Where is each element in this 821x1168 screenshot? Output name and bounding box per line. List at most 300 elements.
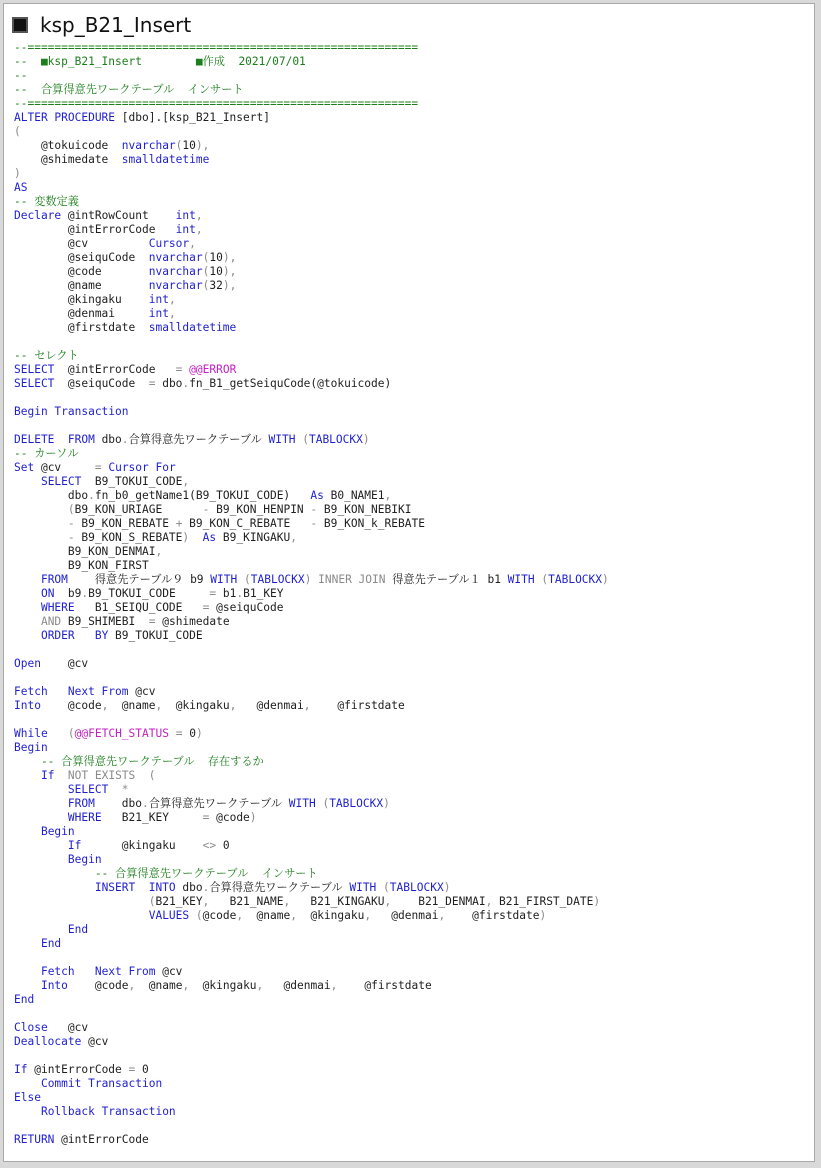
code-token: ) (539, 909, 547, 922)
code-token: ( (67, 727, 75, 740)
code-token: B9_KON_REBATE (74, 517, 176, 530)
code-token: AND (40, 615, 62, 628)
code-line (14, 601, 810, 615)
code-token: . (236, 587, 244, 600)
code-token: 0 (135, 1063, 149, 1076)
code-token: , (182, 475, 190, 488)
code-token: = (128, 1063, 136, 1076)
code-token: ) (304, 573, 312, 586)
code-token: Set (14, 461, 35, 474)
code-token: @intErrorCode (14, 223, 176, 236)
code-token (14, 909, 149, 922)
code-token: , (364, 909, 372, 922)
code-token: Deallocate (14, 1035, 82, 1048)
code-line (14, 979, 810, 993)
code-line (14, 335, 810, 349)
code-line (14, 853, 810, 867)
code-token: B0_NAME1 (323, 489, 385, 502)
code-token: , (128, 979, 136, 992)
code-token: VALUES (148, 909, 190, 922)
code-token (14, 517, 68, 530)
code-token: 0 (182, 727, 196, 740)
code-token: * (121, 783, 129, 796)
code-token (14, 979, 41, 992)
code-token: @code (14, 265, 149, 278)
code-token (14, 881, 95, 894)
code-line (14, 559, 810, 573)
code-token: As (310, 489, 324, 502)
code-token: @shimedate (14, 153, 122, 166)
code-token: @intRowCount (61, 209, 176, 222)
code-token: smalldatetime (121, 153, 210, 166)
code-token: WITH (210, 573, 238, 586)
code-token: = (202, 811, 210, 824)
code-token: Begin (14, 741, 48, 754)
code-token: --========================================================== (14, 97, 419, 110)
code-token (14, 601, 41, 614)
code-token: , (384, 895, 392, 908)
code-line (14, 587, 810, 601)
code-line (14, 727, 810, 741)
code-token: -- ■ksp_B21_Insert ■作成 2021/07/01 (14, 55, 306, 68)
code-token: -- 合算得意先ワークテーブル インサート (14, 83, 244, 96)
code-token: @name (135, 979, 183, 992)
code-token: ), (195, 139, 210, 152)
code-token (14, 1105, 41, 1118)
code-token: ) (593, 895, 601, 908)
code-token (14, 923, 68, 936)
code-token: b9 (54, 587, 82, 600)
code-token: ) (249, 811, 257, 824)
code-token: , (303, 699, 311, 712)
code-token: ) (182, 531, 190, 544)
code-line (14, 881, 810, 895)
code-token: = (175, 727, 183, 740)
code-token: + (175, 517, 183, 530)
code-token: [dbo].[ksp_B21_Insert] (115, 111, 270, 124)
code-token: ), (222, 279, 237, 292)
code-line (14, 251, 810, 265)
code-token: ( (302, 433, 309, 446)
code-token (14, 503, 68, 516)
code-token: @@FETCH_STATUS (74, 727, 169, 740)
code-line (14, 321, 810, 335)
code-token: Cursor For (108, 461, 176, 474)
code-token: @firstdate (14, 321, 149, 334)
code-token: Commit Transaction (40, 1077, 163, 1090)
code-token: B9_KON_S_REBATE (74, 531, 183, 544)
code-token: -- カーソル (14, 447, 79, 460)
code-token: ORDER BY (40, 629, 109, 642)
code-token: fn_b0_getName1(B9_TOKUI_CODE) (94, 489, 311, 502)
code-token: Begin Transaction (14, 405, 129, 418)
code-token: TABLOCKX (308, 433, 363, 446)
code-token: @code (67, 979, 129, 992)
code-token: @intErrorCode (54, 1133, 149, 1146)
code-token: @tokuicode (14, 139, 122, 152)
code-token: If (67, 839, 82, 852)
code-token: Close (14, 1021, 48, 1034)
code-token: ) (362, 433, 370, 446)
code-token: B1_SEIQU_CODE (74, 601, 203, 614)
code-token: - (310, 517, 318, 530)
code-token: @denmai (263, 979, 331, 992)
square-icon (12, 17, 28, 33)
code-line (14, 223, 810, 237)
code-token: 32 (209, 279, 223, 292)
code-token: If (14, 1063, 28, 1076)
code-token: ALTER PROCEDURE (14, 111, 116, 124)
code-token: Cursor (148, 237, 190, 250)
code-token: @intErrorCode (54, 363, 176, 376)
code-line (14, 629, 810, 643)
code-token: @cv (128, 685, 156, 698)
code-line (14, 825, 810, 839)
code-token: nvarchar (121, 139, 176, 152)
code-token: , (384, 489, 392, 502)
code-line (14, 503, 810, 517)
code-line (14, 769, 810, 783)
code-token: Into (40, 979, 68, 992)
code-token: As (202, 531, 217, 544)
code-line (14, 433, 810, 447)
code-token (14, 769, 41, 782)
code-token: 合算得意先ワークテーブル (128, 433, 269, 446)
code-token: , (256, 979, 264, 992)
code-token: , (168, 307, 176, 320)
code-token: = (94, 461, 102, 474)
code-token: End (40, 937, 62, 950)
code-line (14, 83, 810, 97)
code-token: FROM (40, 573, 68, 586)
code-token (189, 909, 196, 922)
code-token: , (330, 979, 338, 992)
code-token: INNER JOIN (318, 573, 386, 586)
code-token: --========================================================== (14, 41, 419, 54)
code-line (14, 951, 810, 965)
code-token: , (236, 909, 244, 922)
code-token: - (67, 531, 75, 544)
code-token (14, 965, 41, 978)
code-token: B9_KINGAKU (216, 531, 291, 544)
code-token (14, 475, 41, 488)
code-token: B21_FIRST_DATE (492, 895, 594, 908)
code-token (14, 825, 41, 838)
code-token: @cv (34, 461, 95, 474)
code-token: , (438, 909, 446, 922)
code-line (14, 97, 810, 111)
code-line (14, 531, 810, 545)
code-token: , (182, 979, 190, 992)
code-token: AS (14, 181, 28, 194)
code-token: smalldatetime (148, 321, 237, 334)
code-token: @denmai (371, 909, 439, 922)
code-token (14, 937, 41, 950)
code-token: @cv (47, 1021, 89, 1034)
code-line (14, 111, 810, 125)
code-line (14, 797, 810, 811)
code-token: WITH (288, 797, 316, 810)
code-token: @cv (81, 1035, 109, 1048)
code-token: = (202, 601, 210, 614)
code-token: , (155, 545, 163, 558)
code-token (14, 629, 41, 642)
code-token: @kingaku (189, 979, 257, 992)
code-token: = (148, 377, 156, 390)
code-token: Open (14, 657, 41, 670)
page-title: ksp_B21_Insert (40, 13, 192, 37)
code-token: WITH (349, 881, 377, 894)
code-line (14, 237, 810, 251)
code-token: ), (222, 265, 237, 278)
code-line (14, 153, 810, 167)
code-line (14, 657, 810, 671)
code-token: ( (67, 503, 75, 516)
code-token: . (182, 377, 190, 390)
code-line (14, 783, 810, 797)
code-token: SELECT (67, 783, 109, 796)
code-token: , (229, 699, 237, 712)
code-token: ) (195, 727, 203, 740)
code-token: NOT EXISTS ( (67, 769, 156, 782)
code-line (14, 489, 810, 503)
code-token: B21_NAME (209, 895, 284, 908)
code-token: ) (14, 167, 21, 180)
code-token (237, 573, 244, 586)
code-token: WHERE (40, 601, 75, 614)
code-line (14, 69, 810, 83)
code-token: ( (244, 573, 251, 586)
code-line (14, 573, 810, 587)
code-line (14, 517, 810, 531)
code-line (14, 671, 810, 685)
code-line (14, 1021, 810, 1035)
code-token: -- (14, 69, 28, 82)
code-token: B9_KON_HENPIN (209, 503, 311, 516)
code-line (14, 1049, 810, 1063)
code-token (54, 769, 67, 782)
code-token (108, 783, 121, 796)
code-token: @seiquCode (209, 601, 284, 614)
code-token (14, 811, 68, 824)
code-token: -- 合算得意先ワークテーブル 存在するか (14, 755, 264, 768)
code-token: 10 (182, 139, 196, 152)
code-line (14, 1091, 810, 1105)
code-token: TABLOCKX (389, 881, 444, 894)
code-token: int (175, 223, 196, 236)
code-token: B9_KON_DENMAI (14, 545, 156, 558)
code-token: @kingaku (296, 909, 365, 922)
code-token: WITH (268, 433, 296, 446)
code-token: @denmai (14, 307, 149, 320)
code-token: - (202, 503, 210, 516)
code-token: B21_KEY (155, 895, 203, 908)
code-line (14, 349, 810, 363)
code-token: Else (14, 1091, 41, 1104)
code-line (14, 993, 810, 1007)
code-token: FROM (67, 797, 95, 810)
code-line (14, 643, 810, 657)
code-line (14, 447, 810, 461)
code-token: @name (14, 279, 149, 292)
code-token: B9_KON_URIAGE (74, 503, 203, 516)
code-line (14, 1035, 810, 1049)
code-token: , (195, 223, 203, 236)
code-token: dbo (175, 881, 203, 894)
code-token: Fetch Next From (40, 965, 156, 978)
code-token: @cv (155, 965, 183, 978)
code-token: @kingaku (14, 293, 149, 306)
code-token: dbo (14, 489, 89, 502)
code-token (14, 797, 68, 810)
code-token: RETURN (14, 1133, 55, 1146)
code-token: . (142, 797, 149, 810)
code-token (14, 587, 41, 600)
code-token: int (148, 293, 169, 306)
code-token: ) (383, 797, 390, 810)
code-line (14, 419, 810, 433)
code-token: @seiquCode (14, 251, 149, 264)
code-line (14, 811, 810, 825)
code-token: ) (443, 881, 451, 894)
code-token: , (290, 909, 297, 922)
code-token: INSERT INTO (94, 881, 176, 894)
code-token: ON (40, 587, 55, 600)
code-line (14, 1105, 810, 1119)
code-line (14, 41, 810, 55)
code-token: 合算得意先ワークテーブル (148, 797, 289, 810)
code-token: - (67, 517, 75, 530)
code-token: @name (243, 909, 291, 922)
code-token: dbo (94, 797, 142, 810)
code-token (14, 839, 68, 852)
code-token: @kingaku (81, 839, 203, 852)
code-token: ( (148, 895, 156, 908)
code-line (14, 741, 810, 755)
code-token: Fetch Next From (14, 685, 129, 698)
code-token: B9_KON_FIRST (14, 559, 149, 572)
code-token: . (202, 881, 210, 894)
code-token: -- 変数定義 (14, 195, 79, 208)
code-line (14, 377, 810, 391)
code-token: WHERE (67, 811, 102, 824)
code-token: fn_B1_getSeiquCode(@tokuicode) (189, 377, 392, 390)
code-token: ( (14, 125, 21, 138)
code-token: ), (222, 251, 237, 264)
code-token: nvarchar (148, 265, 203, 278)
code-line (14, 699, 810, 713)
code-line (14, 475, 810, 489)
code-line (14, 55, 810, 69)
code-token (169, 727, 176, 740)
code-token: , (283, 895, 291, 908)
code-token: @code (209, 811, 250, 824)
code-line (14, 685, 810, 699)
code-token: Begin (67, 853, 102, 866)
code-token: @@ERROR (189, 363, 237, 376)
code-token: , (101, 699, 109, 712)
code-token: ( (383, 881, 390, 894)
code-token: int (175, 209, 196, 222)
code-line (14, 755, 810, 769)
code-line (14, 461, 810, 475)
code-token: B9_TOKUI_CODE (81, 475, 183, 488)
code-line (14, 1133, 810, 1147)
code-token (14, 1077, 41, 1090)
code-token: @firstdate (337, 979, 432, 992)
code-token: . (81, 587, 89, 600)
code-token: While (14, 727, 48, 740)
code-line (14, 293, 810, 307)
document-frame (3, 3, 815, 1162)
code-token: = (175, 363, 183, 376)
code-line (14, 125, 810, 139)
code-token: TABLOCKX (250, 573, 305, 586)
code-line (14, 545, 810, 559)
code-line (14, 839, 810, 853)
code-token: -- セレクト (14, 349, 79, 362)
code-line (14, 965, 810, 979)
code-token: ( (541, 573, 549, 586)
code-token: If (40, 769, 55, 782)
code-line (14, 167, 810, 181)
code-line (14, 867, 810, 881)
code-token (48, 727, 68, 740)
code-token: @intErrorCode (27, 1063, 129, 1076)
code-token: int (148, 307, 169, 320)
code-token: Rollback Transaction (40, 1105, 176, 1118)
code-token: B9_TOKUI_CODE (88, 587, 210, 600)
code-token: Declare (14, 209, 62, 222)
code-token: dbo (155, 377, 183, 390)
code-token: 10 (209, 265, 223, 278)
code-token: , (195, 209, 203, 222)
code-token: Into (14, 699, 41, 712)
code-token (14, 895, 149, 908)
code-token: <> (202, 839, 217, 852)
code-token: @seiquCode (54, 377, 149, 390)
code-line (14, 937, 810, 951)
code-token: ) (602, 573, 609, 586)
code-token: = (148, 615, 156, 628)
code-token: ( (202, 251, 210, 264)
code-token: End (14, 993, 35, 1006)
code-token: , (485, 895, 493, 908)
code-line (14, 195, 810, 209)
code-token (14, 615, 41, 628)
code-line (14, 909, 810, 923)
code-token: @cv (14, 237, 149, 250)
code-token: , (189, 237, 196, 250)
code-token (14, 783, 68, 796)
code-token: = (209, 587, 217, 600)
code-token (189, 531, 202, 544)
code-token: @firstdate (310, 699, 405, 712)
code-line (14, 265, 810, 279)
code-token: SELECT (14, 377, 55, 390)
code-line (14, 181, 810, 195)
code-token: DELETE FROM (14, 433, 95, 446)
code-token: @code (202, 909, 237, 922)
code-token: . (121, 433, 129, 446)
code-token: @code (40, 699, 102, 712)
code-token: 0 (216, 839, 230, 852)
code-token: nvarchar (148, 251, 203, 264)
code-token: , (290, 531, 297, 544)
code-line (14, 615, 810, 629)
code-token: ( (195, 909, 203, 922)
code-line (14, 1077, 810, 1091)
